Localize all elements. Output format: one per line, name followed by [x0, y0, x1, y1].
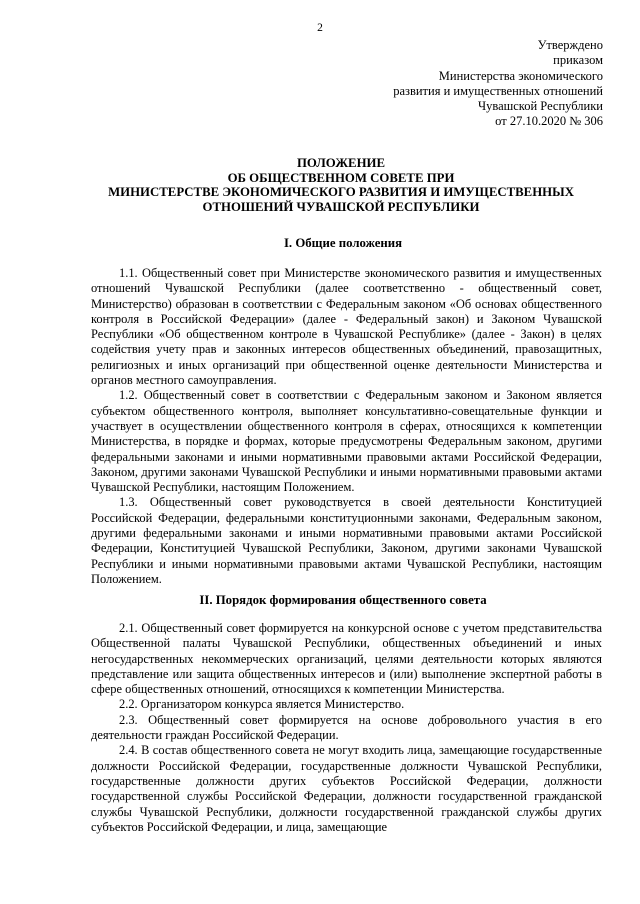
approval-block	[393, 38, 603, 130]
title-line: ОБ ОБЩЕСТВЕННОМ СОВЕТЕ ПРИ	[227, 170, 455, 185]
paragraph-2-2: 2.2. Организатором конкурса является Министерство.	[119, 697, 405, 712]
title-line: ПОЛОЖЕНИЕ	[296, 156, 386, 170]
approval-line: Чувашской Республики	[477, 99, 603, 114]
paragraph-2-3: 2.3. Общественный совет формируется на основе добровольного участия в его деятельности граждан Российской Федерации.	[91, 712, 602, 743]
paragraph-1-2: 1.2. Общественный совет в соответствии с Федеральным законом и Законом является субъектом общественного контроля, выполняет консультативно-совещательные функции и участвует в осуществлении общественного контроля в сферах, относящихся к компетенции Министерства, в порядке и формах, которые предусмотрены Федеральным законом, другими федеральными законами и иными нормативными правовыми актами Российской Федерации, Законом, другими законами Чувашской Республики и иными нормативными правовыми актами Чувашской Республики, настоящим Положением.	[91, 388, 602, 495]
paragraph-1-1: 1.1. Общественный совет при Министерстве экономического развития и имущественных отношений Чувашской Республики (далее соответственно - общественный совет, Министерство) образован в соответствии с Федеральным законом «Об основах общественного контроля в Российской Федерации» (далее - Федеральный закон) и Законом Чувашской Республики «Об общественном контроле в Чувашской Республике» (далее - Закон) в целях содействия учету прав и законных интересов общественных объединений, правозащитных, религиозных и иных организаций при общественной оценке деятельности Министерства и органов местного самоуправления.	[91, 266, 602, 388]
approval-line: развития и имущественных отношений	[393, 83, 603, 98]
section-2-body	[91, 621, 602, 835]
approval-line: Утверждено	[537, 38, 603, 52]
approval-line: от 27.10.2020 № 306	[495, 114, 603, 129]
approval-line: Министерства экономического	[438, 68, 603, 83]
approval-line: приказом	[553, 53, 603, 68]
section-1-heading: I. Общие положения	[283, 236, 403, 250]
paragraph-2-4: 2.4. В состав общественного совета не могут входить лица, замещающие государственные должности Российской Федерации, государственные должности Чувашской Республики, государственные должности других субъектов Российской Федерации, должности государственной службы Российской Федерации, должности государственной гражданской службы Чувашской Республики, должности государственной гражданской службы других субъектов Российской Федерации, и лица, замещающие	[91, 743, 602, 834]
title-line: МИНИСТЕРСТВЕ ЭКОНОМИЧЕСКОГО РАЗВИТИЯ И ИМУЩЕСТВЕННЫХ	[108, 185, 574, 200]
paragraph-1-3: 1.3. Общественный совет руководствуется в своей деятельности Конституцией Российской Федерации, федеральными конституционными законами, Федеральным законом, другими федеральными законами и иными нормативными правовыми актами Российской Федерации, Конституцией Чувашской Республики, Законом, другими законами Чувашской Республики и иными нормативными правовыми актами Чувашской Республики, настоящим Положением.	[91, 495, 602, 586]
document-title	[40, 156, 640, 214]
paragraph-2-1: 2.1. Общественный совет формируется на конкурсной основе с учетом представительства Общественной палаты Чувашской Республики, общественных объединений и иных негосударственных некоммерческих организаций, целями деятельности которых являются представление или защита общественных интересов и (или) выполнение экспертной работы в сфере общественных отношений, относящихся к компетенции Министерства.	[91, 621, 602, 697]
page-number: 2	[317, 22, 323, 34]
title-line: ОТНОШЕНИЙ ЧУВАШСКОЙ РЕСПУБЛИКИ	[202, 199, 480, 214]
section-2-heading: II. Порядок формирования общественного совета	[199, 593, 487, 607]
section-1-body	[91, 266, 602, 587]
